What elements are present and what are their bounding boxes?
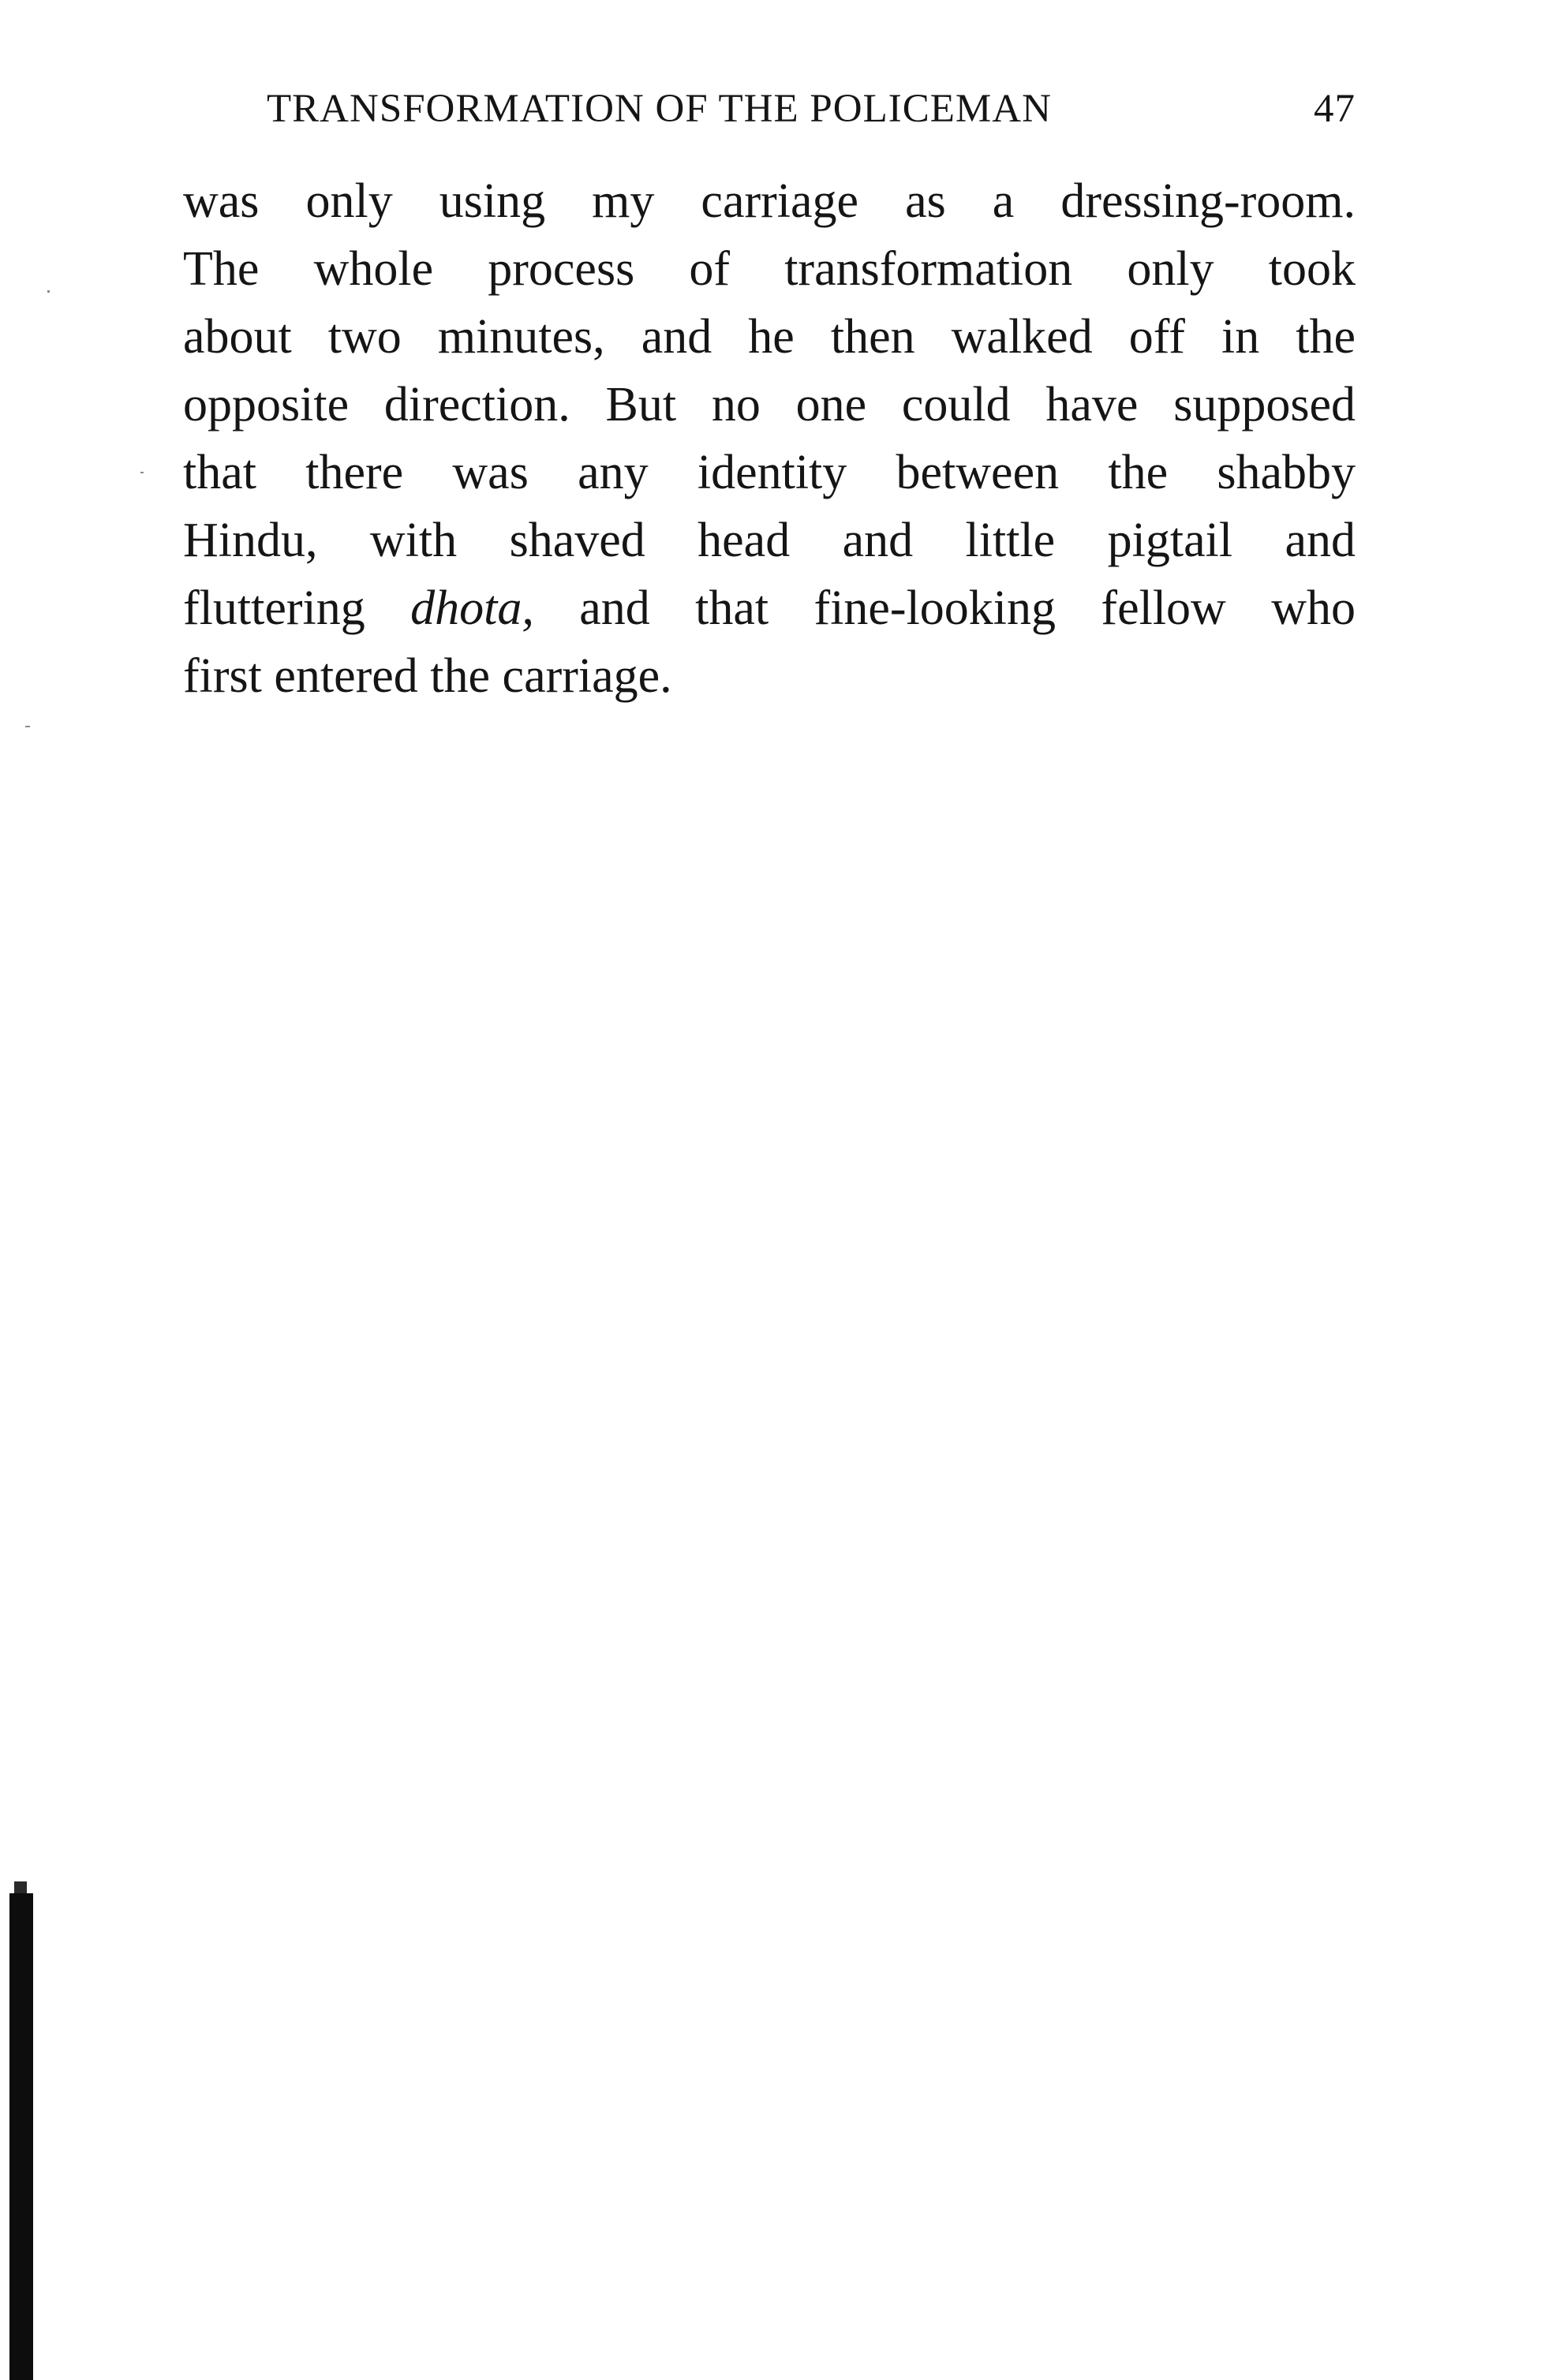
text-line: The whole process of transformation only took [183, 242, 1356, 296]
scan-speck [47, 290, 50, 293]
running-head [267, 77, 1356, 140]
body-paragraph [183, 167, 1356, 710]
running-title: TRANSFORMATION OF THE POLICEMAN [267, 87, 1052, 131]
text-line: Hindu, with shaved head and little pigtail and [183, 514, 1356, 567]
text-line: opposite direction. But no one could have supposed [183, 378, 1356, 432]
scan-speck [25, 726, 30, 727]
text-line-with-italic [183, 574, 1356, 642]
page-number: 47 [1314, 87, 1356, 131]
text-line: that there was any identity between the shabby [183, 446, 1356, 499]
binding-shadow [9, 1893, 33, 2380]
italic-word: dhota, [410, 581, 534, 635]
text-line: about two minutes, and he then walked off in the [183, 310, 1356, 364]
text-line: was only using my carriage as a dressing-room. [183, 174, 1356, 228]
line-text-after-italic: and that fine-looking fellow who [533, 581, 1356, 635]
scan-speck [140, 472, 144, 473]
line-text-before-italic: fluttering [183, 581, 411, 635]
text-line-last: first entered the carriage. [183, 649, 672, 703]
